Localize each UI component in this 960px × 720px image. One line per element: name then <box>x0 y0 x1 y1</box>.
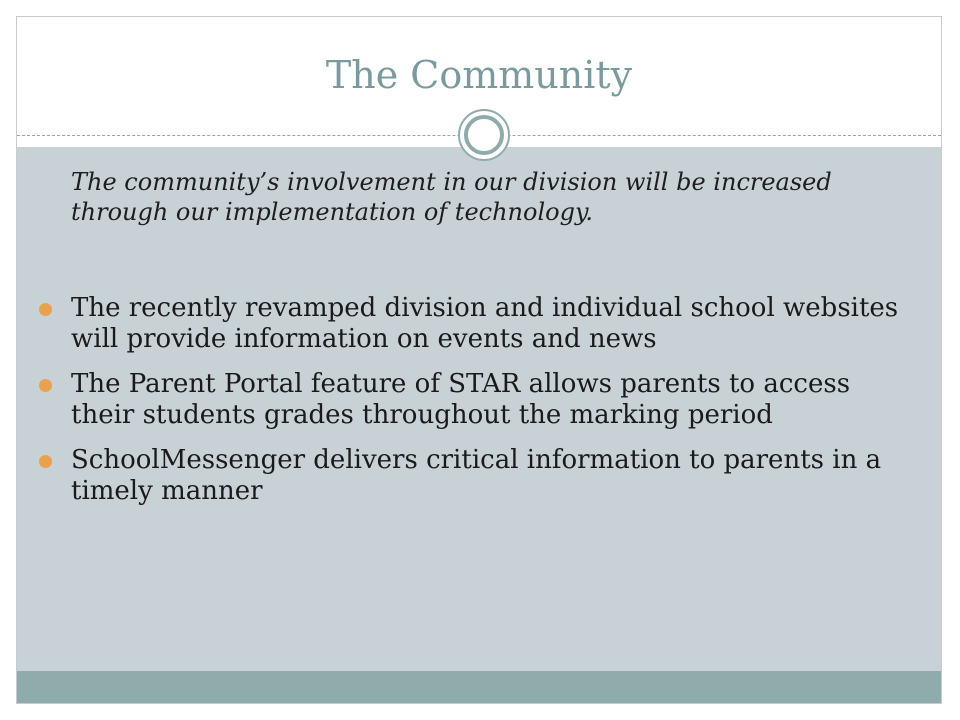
footer-bar <box>17 671 941 704</box>
slide-title: The Community <box>325 53 633 97</box>
intro-text: The community’s involvement in our division will be increased through our implementation of technology. <box>71 168 832 226</box>
bullet-item <box>39 369 919 431</box>
circle-ornament-icon <box>457 108 511 162</box>
bullet-dot-icon <box>39 455 52 468</box>
slide <box>16 16 942 704</box>
bullet-dot-icon <box>39 303 52 316</box>
bullet-item <box>39 445 919 507</box>
bullet-text: The recently revamped division and individual school websites will provide information on events and news <box>71 293 899 354</box>
bullet-dot-icon <box>39 379 52 392</box>
bullet-list <box>39 293 919 521</box>
content-area <box>17 147 941 671</box>
bullet-item <box>39 293 919 355</box>
bullet-text: SchoolMessenger delivers critical information to parents in a timely manner <box>71 445 882 506</box>
circle-ornament-svg <box>457 108 511 162</box>
bullet-text: The Parent Portal feature of STAR allows parents to access their students grades throughout the marking period <box>71 369 851 430</box>
